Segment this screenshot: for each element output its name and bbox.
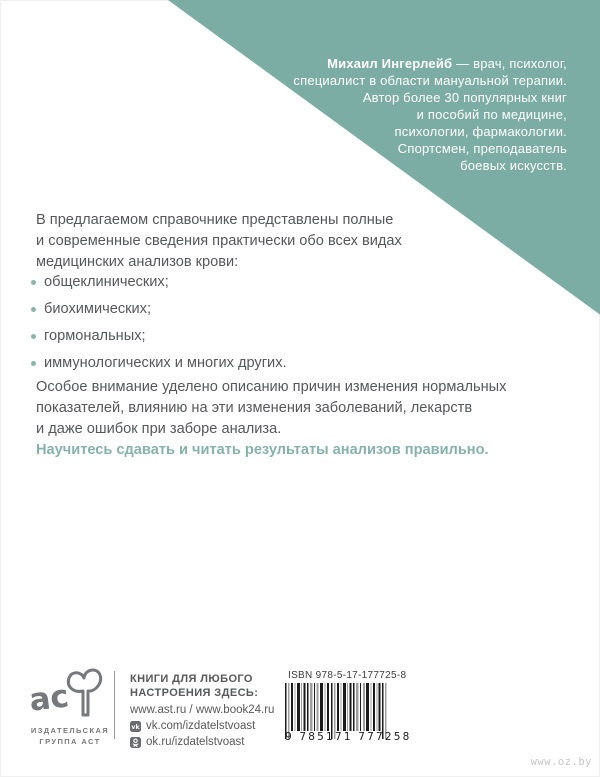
author-bio-line: и пособий по медицине, — [416, 107, 567, 122]
bullet-dot-icon — [31, 361, 36, 366]
isbn-text: ISBN 978-5-17-177725-8 — [288, 670, 407, 681]
list-item-text: биохимических; — [44, 301, 152, 317]
bullet-dot-icon — [31, 334, 36, 339]
ok-icon — [130, 737, 141, 748]
author-bio-line: специалист в области мануальной терапии. — [293, 73, 567, 88]
list-item — [31, 272, 287, 293]
vk-link-text: vk.com/izdatelstvoast — [146, 720, 256, 732]
footer-divider — [114, 671, 115, 739]
detail-line: показателей, влиянию на эти изменения заболеваний, лекарств — [36, 400, 473, 416]
shop-watermark: www.oz.by — [530, 756, 592, 768]
list-item — [31, 353, 287, 374]
ok-link-text: ok.ru/izdatelstvoast — [146, 736, 245, 748]
promo-heading-line2: НАСТРОЕНИЯ ЗДЕСЬ: — [130, 687, 259, 699]
intro-line: медицинских анализов крови: — [36, 254, 239, 270]
svg-text:vk: vk — [131, 724, 140, 731]
promo-heading-line1: КНИГИ ДЛЯ ЛЮБОГО — [130, 673, 253, 685]
vk-icon — [130, 721, 141, 732]
author-bio-line: Автор более 30 популярных книг — [362, 90, 567, 105]
intro-line: В предлагаемом справочнике представлены полные — [36, 212, 394, 228]
author-bio-line: психологии, фармакологии. — [394, 124, 567, 139]
author-bio-line — [237, 55, 567, 72]
ast-logo-icon — [28, 664, 112, 720]
publisher-caption-line2: ГРУППА АСТ — [39, 737, 101, 746]
call-to-action-text: Научитесь сдавать и читать результаты анализов правильно. — [36, 442, 489, 458]
author-bio-line: Спортсмен, преподаватель — [397, 141, 567, 156]
intro-paragraph — [36, 210, 402, 273]
list-item — [31, 326, 287, 347]
detail-line: Особое внимание уделено описанию причин изменения нормальных — [36, 379, 507, 395]
intro-line: и современные сведения практически обо всех видах — [36, 233, 402, 249]
barcode-digits: 9 785171 777258 — [285, 731, 412, 743]
list-item-text: гормональных; — [44, 328, 146, 344]
bullet-dot-icon — [31, 307, 36, 312]
publisher-caption-line1: ИЗДАТЕЛЬСКАЯ — [30, 726, 110, 735]
vk-row — [130, 720, 274, 733]
list-item-text: общеклинических; — [44, 274, 169, 290]
list-item — [31, 299, 287, 320]
detail-paragraph — [36, 377, 506, 440]
promo-block — [130, 672, 274, 749]
publisher-logo — [28, 664, 112, 747]
author-bio-line: боевых искусств. — [460, 158, 567, 173]
bullet-dot-icon — [31, 280, 36, 285]
publisher-websites: www.ast.ru / www.book24.ru — [130, 704, 275, 716]
list-item-text: иммунологических и многих других. — [44, 355, 287, 371]
ok-row — [130, 736, 274, 749]
author-name: Михаил Ингерлейб — [327, 56, 453, 71]
author-bio — [237, 55, 567, 174]
detail-line: и даже ошибок при заборе анализа. — [36, 421, 282, 437]
svg-text:ас: ас — [28, 678, 71, 719]
analysis-types-list — [31, 272, 287, 380]
barcode-block — [285, 670, 412, 743]
author-bio-line1-rest: — врач, психолог, — [452, 56, 567, 71]
